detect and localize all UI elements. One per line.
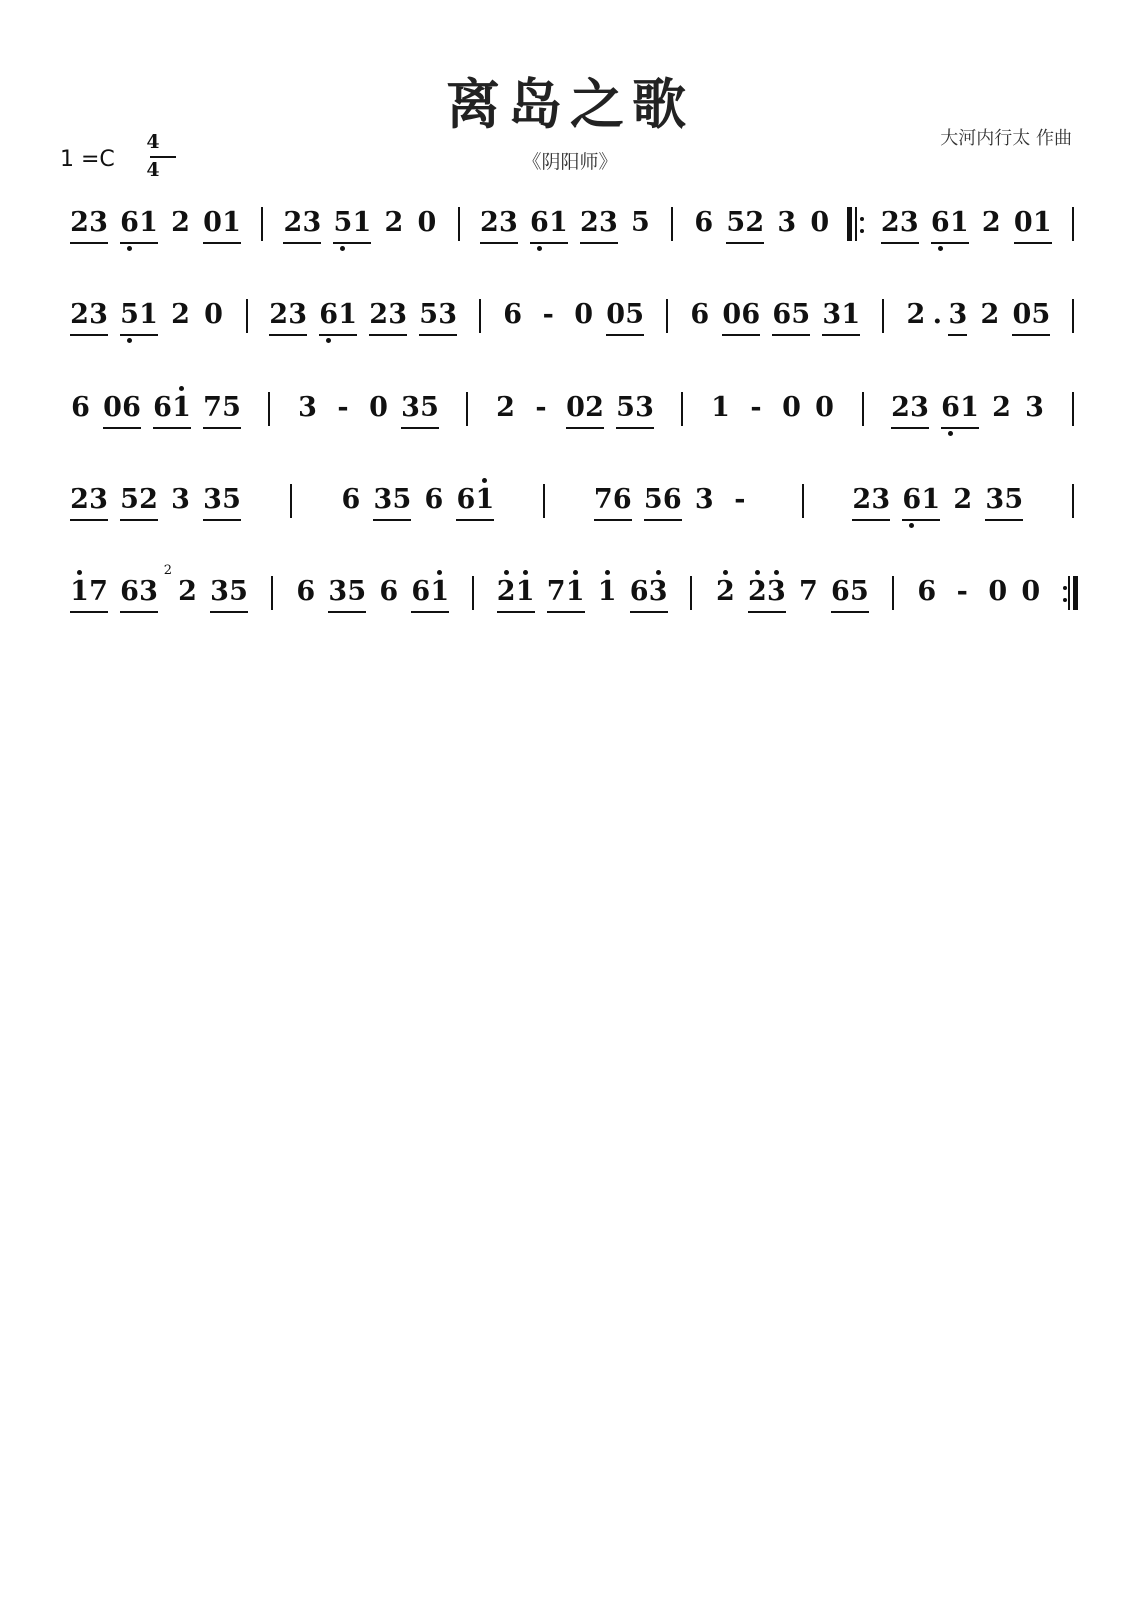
measure: 2 3 6 1 2 3 5	[846, 482, 1029, 521]
measure: 2 3 6 1 2 3	[885, 390, 1051, 429]
measure: 2 - 0 2 5 3	[489, 390, 660, 429]
measure: 1 - 0 0	[711, 392, 834, 423]
measure: 2 3 5 1 2 0	[64, 297, 230, 336]
measure: 2 1 7 1 1 6 3	[491, 574, 674, 613]
measure: 7 6 5 6 3 -	[588, 482, 759, 521]
key-signature: 1 =C	[60, 147, 115, 172]
staff-row-4	[64, 482, 1084, 542]
song-title: 离岛之歌	[446, 73, 694, 136]
measure: 6 5 2 3 0	[687, 205, 836, 244]
measure: 6 - 0 0 5	[496, 297, 650, 336]
staff-row-2	[64, 297, 1084, 357]
measure: 2 3 5 1 2 0	[277, 205, 443, 244]
measure: 2 . 3 2 0 5	[899, 297, 1056, 336]
measure: 2 3 5 2 3 3 5	[64, 482, 247, 521]
time-sig-bottom: 4	[146, 159, 160, 181]
measure: 2 3 6 1 2 0 1	[64, 205, 247, 244]
measure: 2 3 6 1 2 3 5 3	[263, 297, 463, 336]
staff-row-5	[64, 563, 1084, 634]
composer-credit: 大河内行太 作曲	[940, 128, 1072, 149]
measure: 6 - 0 0	[917, 576, 1041, 607]
measure: 6 0 6 6 1 7 5	[64, 390, 247, 429]
staff-row-3	[64, 390, 1084, 450]
time-signature	[140, 130, 166, 182]
time-sig-top: 4	[146, 131, 160, 153]
measure: 2 3 6 1 2 0 1	[875, 205, 1058, 244]
measure: 6 3 5 6 6 1	[289, 574, 455, 613]
measure: 3 - 0 3 5	[291, 390, 445, 429]
measure: 2 2 3 7 6 5	[709, 574, 875, 613]
staff-row-1	[64, 205, 1084, 265]
measure: 2 3 6 1 2 3 5	[474, 205, 657, 244]
measure: 6 3 5 6 6 1	[334, 482, 500, 521]
repeat-start-sign	[847, 207, 865, 241]
song-subtitle: 《阴阳师》	[522, 151, 618, 173]
measure: 1 7 6 3 2 2 3 5	[64, 574, 254, 613]
measure: 6 0 6 6 5 3 1	[683, 297, 866, 336]
repeat-end-sign	[1060, 576, 1078, 610]
